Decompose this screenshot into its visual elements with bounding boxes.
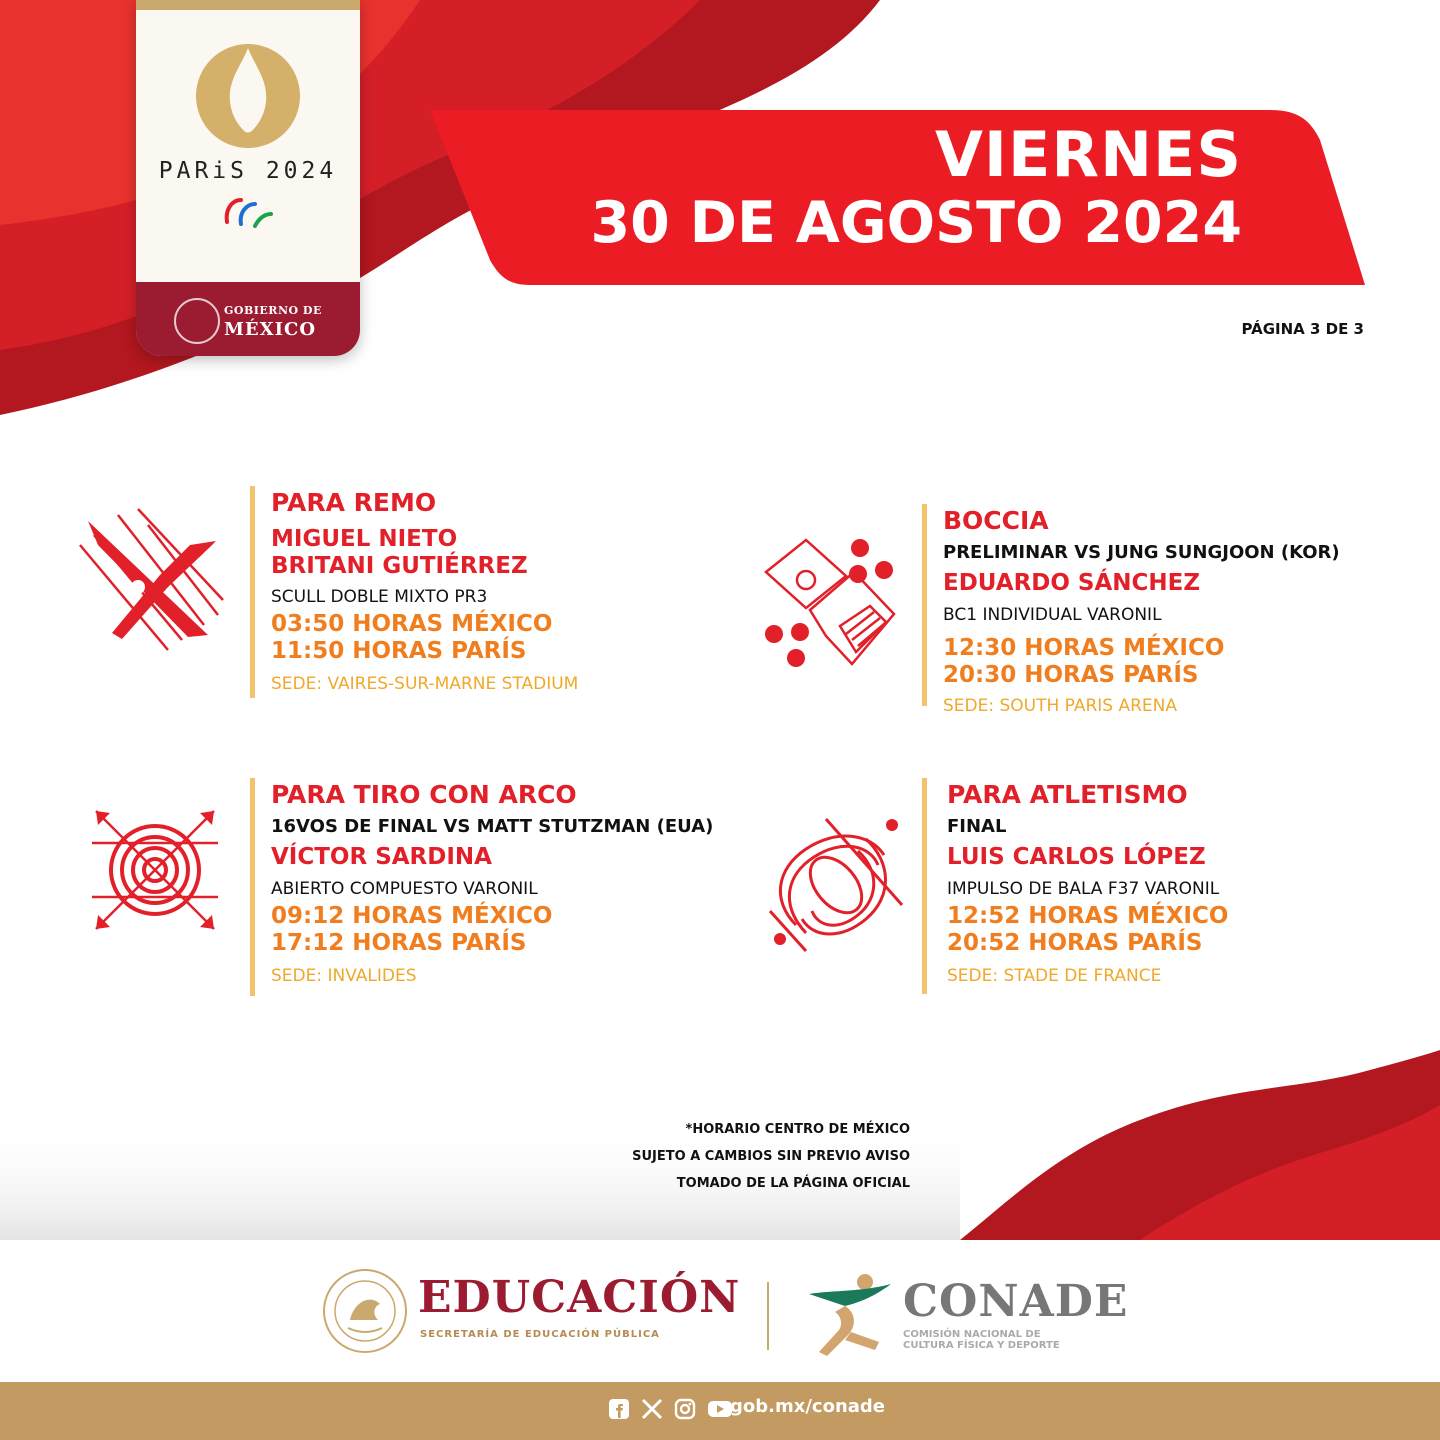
paris-2024-logo-card	[136, 0, 360, 356]
sport-title: PARA TIRO CON ARCO	[271, 780, 577, 809]
sport-title: PARA REMO	[271, 488, 437, 517]
conade-subtitle-line: COMISIÓN NACIONAL DE	[903, 1329, 1041, 1340]
paris-2024-wordmark: PARiS 2024	[158, 158, 338, 184]
event-category: BC1 INDIVIDUAL VARONIL	[943, 605, 1162, 625]
note-line: SUJETO A CAMBIOS SIN PREVIO AVISO	[632, 1149, 910, 1164]
time-paris: 17:12 HORAS PARÍS	[271, 930, 527, 956]
time-mexico: 12:30 HORAS MÉXICO	[943, 635, 1225, 661]
venue: SEDE: STADE DE FRANCE	[947, 966, 1162, 986]
time-paris: 20:30 HORAS PARÍS	[943, 662, 1199, 688]
conade-subtitle-line: CULTURA FÍSICA Y DEPORTE	[903, 1340, 1060, 1351]
schedule-notes	[632, 1116, 910, 1197]
athlete-name: MIGUEL NIETO	[271, 526, 458, 552]
x-icon[interactable]	[641, 1398, 663, 1424]
social-icons	[608, 1398, 733, 1424]
date-banner	[430, 110, 1365, 285]
time-paris: 20:52 HORAS PARÍS	[947, 930, 1203, 956]
instagram-icon[interactable]	[674, 1398, 696, 1424]
event-round: FINAL	[947, 816, 1007, 837]
athletics-track-icon	[766, 815, 906, 955]
athlete-name: VÍCTOR SARDINA	[271, 844, 492, 870]
mexico-national-seal-icon	[322, 1268, 408, 1354]
date-title: 30 DE AGOSTO 2024	[590, 190, 1242, 256]
time-mexico: 12:52 HORAS MÉXICO	[947, 903, 1229, 929]
athlete-name: BRITANI GUTIÉRREZ	[271, 553, 528, 579]
venue: SEDE: SOUTH PARIS ARENA	[943, 696, 1178, 716]
sep-title: EDUCACIÓN	[418, 1272, 741, 1323]
time-mexico: 03:50 HORAS MÉXICO	[271, 611, 553, 637]
paralympic-agitos-icon	[221, 194, 275, 230]
athlete-name: EDUARDO SÁNCHEZ	[943, 570, 1201, 596]
athlete-name: LUIS CARLOS LÓPEZ	[947, 844, 1206, 870]
page-indicator: PÁGINA 3 DE 3	[1241, 320, 1364, 338]
day-title: VIERNES	[934, 118, 1242, 191]
event-round: 16VOS DE FINAL VS MATT STUTZMAN (EUA)	[271, 816, 714, 837]
archery-target-icon	[88, 803, 222, 937]
facebook-icon[interactable]	[608, 1398, 630, 1424]
gold-strip	[136, 0, 360, 10]
event-category: ABIERTO COMPUESTO VARONIL	[271, 879, 538, 899]
event-para-tiro-con-arco	[250, 778, 761, 996]
time-paris: 11:50 HORAS PARÍS	[271, 638, 527, 664]
venue: SEDE: VAIRES-SUR-MARNE STADIUM	[271, 674, 579, 694]
time-mexico: 09:12 HORAS MÉXICO	[271, 903, 553, 929]
event-category: IMPULSO DE BALA F37 VARONIL	[947, 879, 1220, 899]
sep-subtitle: SECRETARÍA DE EDUCACIÓN PÚBLICA	[420, 1329, 660, 1340]
event-category: SCULL DOBLE MIXTO PR3	[271, 587, 488, 607]
para-rowing-icon	[78, 505, 226, 655]
paris-2024-flame-icon	[194, 42, 302, 150]
website-link[interactable]: gob.mx/conade	[730, 1396, 886, 1417]
boccia-icon	[760, 536, 898, 670]
footer-divider	[767, 1282, 769, 1350]
event-para-atletismo	[922, 778, 1323, 994]
venue: SEDE: INVALIDES	[271, 966, 417, 986]
event-para-remo	[250, 486, 711, 698]
gob-line2: MÉXICO	[224, 319, 317, 340]
sport-title: BOCCIA	[943, 506, 1049, 535]
note-line: *HORARIO CENTRO DE MÉXICO	[685, 1122, 910, 1137]
note-line: TOMADO DE LA PÁGINA OFICIAL	[676, 1176, 910, 1191]
mexico-seal-icon	[174, 298, 220, 344]
gob-line1: GOBIERNO DE	[224, 304, 322, 317]
sport-title: PARA ATLETISMO	[947, 780, 1188, 809]
gobierno-de-mexico-badge	[136, 282, 360, 356]
conade-runner-icon	[805, 1272, 897, 1358]
event-round: PRELIMINAR VS JUNG SUNGJOON (KOR)	[943, 542, 1340, 563]
conade-subtitle	[903, 1329, 1060, 1351]
conade-title: CONADE	[903, 1276, 1129, 1327]
event-boccia	[922, 504, 1413, 716]
